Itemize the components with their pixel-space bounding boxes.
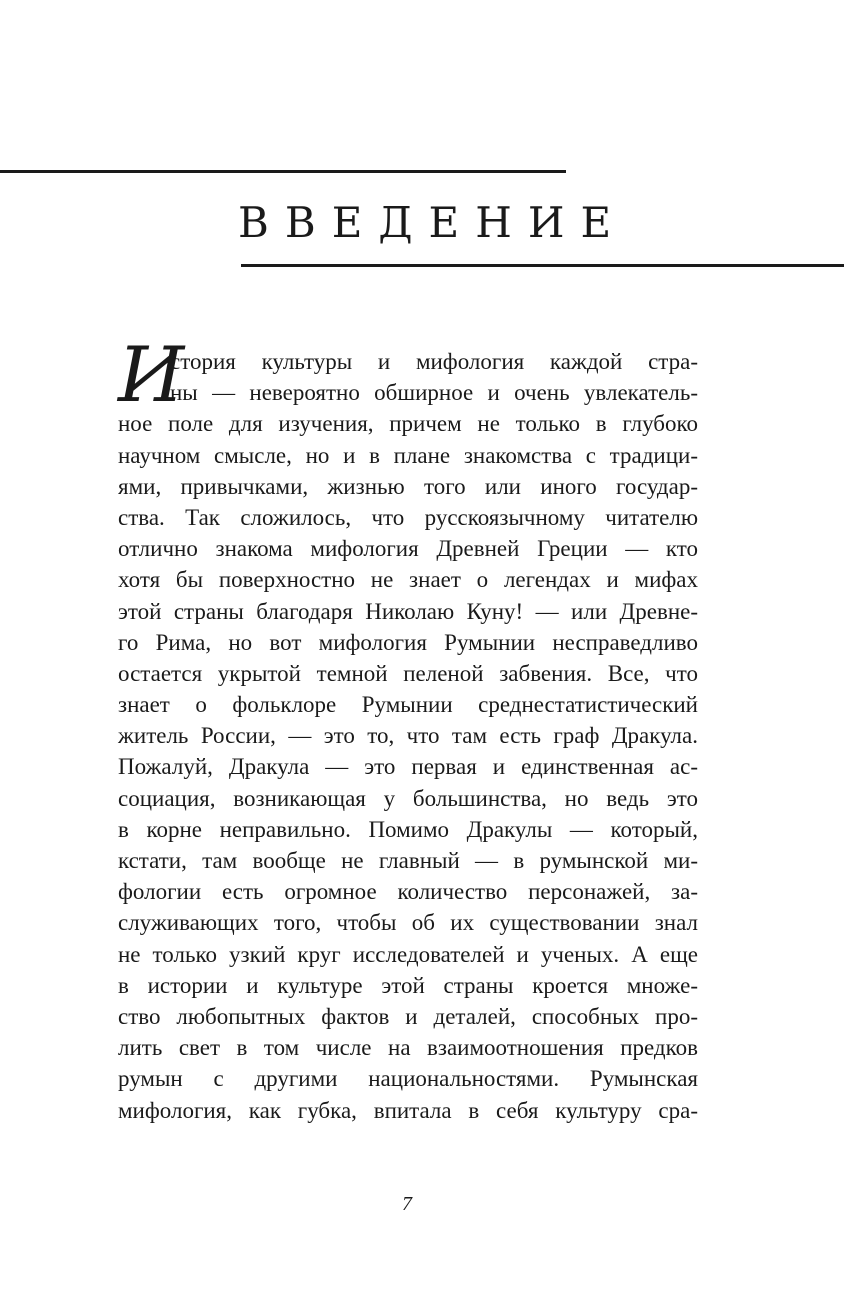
text-line: ны — невероятно обширное и очень увлекатель- [170,380,698,406]
text-line: стория культуры и мифология каждой стра- [170,349,698,374]
body-text [118,330,698,1126]
text-line: остается укрытой темной пеленой забвения. Все, что [118,660,698,686]
text-line: в истории и культуре этой страны кроется множе- [118,972,698,998]
bottom-rule [241,264,844,267]
text-line: мифология, как губка, впитала в себя культуру сра- [118,1097,698,1123]
text-line: ство любопытных фактов и деталей, способных про- [118,1003,698,1029]
text-line: кстати, там вообще не главный — в румынской ми- [118,848,698,873]
text-line: ное поле для изучения, причем не только в глубоко [118,411,698,437]
text-line: служивающих того, чтобы об их существовании знал [118,910,698,936]
text-line: ями, привычками, жизнью того или иного государ- [118,473,698,499]
text-line: знает о фольклоре Румынии среднестатистический [118,692,698,718]
text-line: Пожалуй, Дракула — это первая и единственная ас- [118,754,698,780]
text-line: в корне неправильно. Помимо Дракулы — который, [118,816,698,842]
top-rule [0,170,566,173]
text-line: социация, возникающая у большинства, но ведь это [118,785,698,811]
text-line: отлично знакома мифология Древней Греции — кто [118,536,698,562]
text-line: житель России, — это то, что там есть граф Дракула. [118,723,698,749]
text-line: не только узкий круг исследователей и ученых. А еще [118,941,698,967]
text-line: научном смысле, но и в плане знакомства с традици- [118,442,698,468]
text-line: фологии есть огромное количество персонажей, за- [118,879,698,905]
text-line: румын с другими национальностями. Румынская [118,1066,698,1092]
text-line: лить свет в том числе на взаимоотношения предков [118,1035,698,1061]
text-line: ства. Так сложилось, что русскоязычному читателю [118,504,698,530]
page-number: 7 [402,1193,412,1215]
drop-cap: И [118,330,185,419]
text-line: го Рима, но вот мифология Румынии несправедливо [118,629,698,655]
text-line: этой страны благодаря Николаю Куну! — или Древне- [118,598,698,624]
chapter-title: ВВЕДЕНИЕ [238,198,628,247]
text-line: хотя бы поверхностно не знает о легендах и мифах [118,567,698,593]
